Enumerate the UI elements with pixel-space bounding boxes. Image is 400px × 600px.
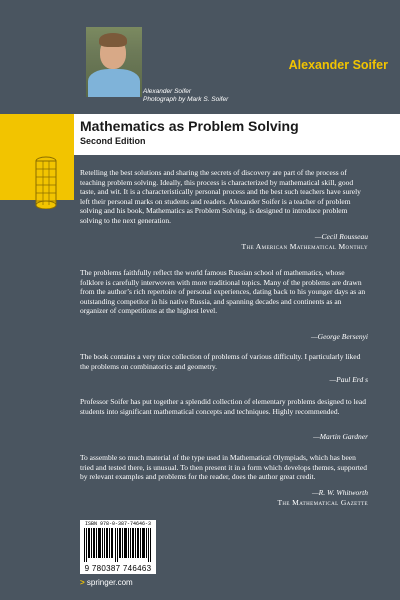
author-photo	[86, 27, 142, 97]
blurb-attribution-4: —Martin Gardner	[313, 432, 368, 441]
photo-caption	[143, 88, 228, 104]
isbn-label: ISBN 978-0-387-74646-3	[84, 521, 151, 527]
barcode-bars	[84, 528, 152, 562]
blurb-paragraph-5: To assemble so much material of the type used in Mathematical Olympiads, which has been tried and tested there, is unusual. To then present it in a form which develops themes, supported by relevant examples and problems for the reader, does the author great credit.	[80, 453, 367, 481]
blurb-paragraph-4: Professor Soifer has put together a splendid collection of elementary problems designed to lead students into significant mathematical concepts and techniques. Highly recommended.	[80, 397, 366, 416]
blurb-attribution-3: —Paul Erd s	[329, 375, 368, 384]
barcode	[80, 520, 156, 574]
blurb-paragraph-3: The book contains a very nice collection of problems of various difficulty. I particularly liked the problems on combinatorics and geometry.	[80, 352, 361, 371]
blurb-attribution-2: —George Bersenyi	[311, 332, 368, 341]
photo-caption-credit: Photograph by Mark S. Soifer	[143, 96, 229, 103]
blurb-attribution-1: —Cecil Rousseau	[314, 232, 368, 241]
publisher-url: springer.com	[86, 578, 133, 587]
blurb-paragraph-2: The problems faithfully reflect the world famous Russian school of mathematics, whose folklore is carefully interwoven with more traditional topics. Many of the problems are drawn from the author’s rich repertoire of personal experiences, dating back to his younger days as an outstanding competitor in his native Russia, and spanning decades and continents as an organizer of competitions at the highest level.	[80, 268, 366, 315]
blurb-attribution-1-source: The American Mathematical Monthly	[241, 242, 368, 251]
blurb-attribution-5: —R. W. Whitworth	[312, 488, 368, 497]
blurb-attribution-5-source: The Mathematical Gazette	[277, 498, 368, 507]
blurb-paragraph-1: Retelling the best solutions and sharing the secrets of discovery are part of the process of teaching problem solving. Ideally, this process is characterized by mathematical skill, good taste, and wit. It is a characteristically personal process and the best such teachers have surely left their personal marks on students and readers. Alexander Soifer is a teacher of problem solving and his book, Mathematics as Problem Solving, is designed to introduce problem solving to the next generation.	[80, 168, 361, 225]
barcode-digits: 9 780387 746463	[84, 564, 152, 573]
book-edition: Second Edition	[80, 136, 146, 146]
book-title: Mathematics as Problem Solving	[80, 118, 299, 134]
arrow-right-icon: >	[80, 578, 85, 587]
publisher-link[interactable]	[80, 578, 133, 587]
photo-caption-name: Alexander Soifer	[143, 88, 192, 95]
tower-logo-icon	[35, 155, 57, 209]
author-name: Alexander Soifer	[288, 58, 388, 72]
